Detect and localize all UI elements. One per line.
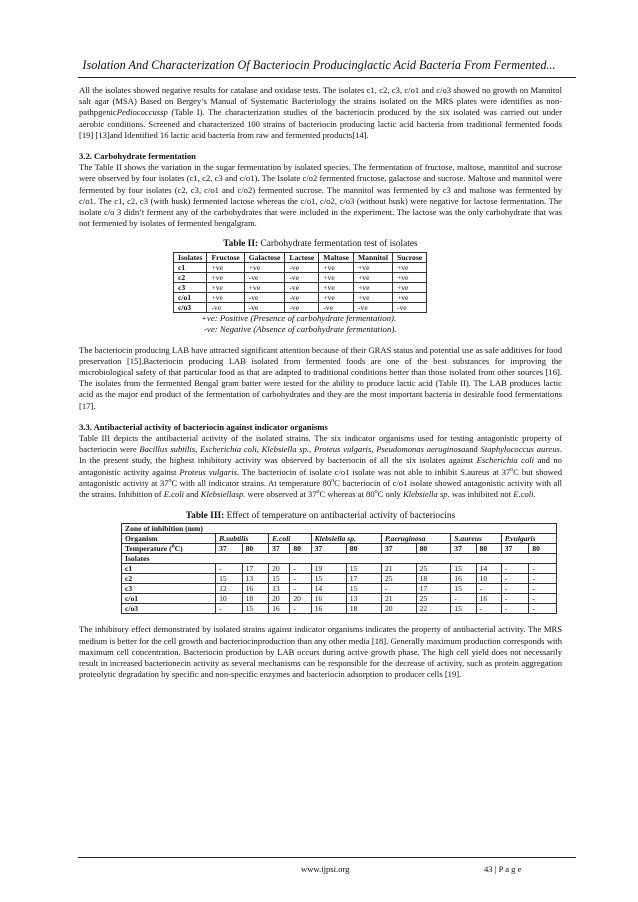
section-heading-3-2: 3.2. Carbohydrate fermentation [79,151,196,162]
running-header: Isolation And Characterization Of Bacteriocin Producinglactic Acid Bacteria From Fermented... [82,58,556,72]
table-row: c/o3 - 15 16 - 16 18 20 22 15 - - - [122,604,557,614]
table-row: c/o1 +ve -ve -ve +ve +ve +ve [174,292,427,302]
paragraph-intro: All the isolates showed negative results for catalase and oxidase tests. The isolates c1, c2, c3, c/o1 and c/o3 showed no growth on Mannitol salt agar (MSA) Based on Bergey’s Manual of Systematic Bacteriology the strains isolated on the MRS plates were identifies as non-pathpgenicPediococcussp (Table I). The characterization studies of the bacteriocin produced by the six isolated was carried out under aerobic conditions. Screened and characterized 100 strains of bacteriocin producing lactic acid bacteria from traditional fermented foods [19] [13]and Identified 16 lactic acid bacteria from raw and fermented products[14]. [79,85,562,140]
table2-caption: Table II: Carbohydrate fermentation test of isolates [223,239,418,250]
table-row: c1 - 17 20 - 19 15 21 25 15 14 - - [122,564,557,574]
paragraph-antibacterial: Table III depicts the antibacterial activity of the isolated strains. The six indicator organisms used for testing antagonistic property of bacteriocin were Bacillus subtilis, Escherichia coli, Klebsiella sp., Proteus vulgaris, Pseudomonas aeruginosaand Staphylococcus aureus. In the present study, the highest inhibitory activity was observed by bacteriocin of all the six isolates against Escherichia coli and no antagonistic activity against Proteus vulgaris. The bacteriocin of isolate c/o1 isolate was not able to inhibit S.aureus at 37$^o$C but showed antagonistic activity at 37$^o$C with all indicator strains. At temperature 80$^o$C bacteriocin of c/o1 isolate showed antagonistic activity with all the strains. Inhibition of E.coli and Klebsiellasp. were observed at 37$^o$C whereas at 80$^o$C only Klebsiella sp. was inhibited not E.coli. [79,433,562,500]
table-row: c/o1 10 18 20 20 16 13 21 25 - 16 - - [122,594,557,604]
table3-caption: Table III: Effect of temperature on antibacterial activity of bacteriocins [185,511,456,522]
table-zone-row: Zone of inhibition (mm) [122,524,557,534]
paragraph-inhibitory-effect: The inhibitory effect demonstrated by isolated strains against indicator organisms indicates the property of antibacterial activity. The MRS medium is better for the cell growth and bacteriocinproduction than any other media [18]. Generally maximum production corresponds with maximum cell concentration. Bacteriocin production by LAB occurs during active growth phase. The high cell yield does not necessarily result in increased bacterionecin activity as several mechanisms can be responsible for the decrease of activity, such as protein aggregation proteolytic degradation by specific and non-specific enzymes and bacteriocin adsorption to producer cells [19]. [79,624,562,680]
footer-page-number: 43 | P a g e [484,864,522,874]
table2-note-positive: +ve: Positive (Presence of carbohydrate fermentation). [201,312,397,323]
table2-carbohydrate [173,252,427,313]
table-temperature-row: Temperature ($^o$C) 37 80 37 80 37 80 37 80 37 80 37 80 [122,544,557,554]
table-row: c3 12 16 13 - 14 15 - 17 15 - - - [122,584,557,594]
table-row: c2 15 13 15 - 15 17 25 18 16 10 - - [122,574,557,584]
table-row: c1 +ve +ve -ve +ve +ve +ve [174,262,427,272]
header-rule [78,77,576,78]
table-row: c2 +ve -ve -ve +ve +ve +ve [174,272,427,282]
table2-note-negative: -ve: Negative (Absence of carbohydrate fermentation). [204,323,397,334]
table-header-row: Isolates Fructose Galactose Lactose Maltose Mannitol Sucrose [174,252,427,262]
paragraph-carbohydrate: The Table II shows the variation in the sugar fermentation by isolated species. The fermentation of fructose, maltose, mannitol and sucrose were observed by four isolates (c1, c2, c3 and c/o1). The Isolate c/o2 fermented fructose, galactose and sucrose. Maltose and mannitol were fermented by four isolates (c2, c3, c/o1 and c/o2) fermented sucrose. The mannitol was fermented by c3 and maltose was fermented by c/o1. The c1, c2, c3 (with husk) fermented lactose whereas the c/o1, c/o2, c/o3 (without husk) were negative for lactose fermentation. The isolate c/o 3 didn’t ferment any of the carbohydrates that were included in the experiment. The lactose was the only carbohydrate that was not fermented by isolates of fermented bengalgram. [79,162,562,229]
table-organism-row: Organism B.subtilis E.coli Klebsiella sp. P.aeruginosa S.aureus P.vulgaris [122,534,557,544]
footer-rule [78,857,576,858]
body-content [79,85,562,681]
footer-url: www.ijpsi.org [301,864,350,874]
table-isolates-row: Isolates [122,554,557,564]
paragraph-bacteriocin-lab: The bacteriocin producing LAB have attracted significant attention because of their GRAS status and potential use as safe additives for food preservation [15].Bacteriocin producing LAB isolated from fermented foods are one of the best substances for improving the microbiological safety of that particular food as that are adapted to traditional conditions better than those isolated from other sources [16]. The isolates from the fermented Bengal gram batter were tested for the ability to produce lactic acid (Table II). The LAB produces lactic acid as the major end product of the fermentation of carbohydrates and they are the most important bacteria in desirable food fermentations [17]. [79,344,563,411]
table-row: c/o3 -ve -ve -ve -ve -ve -ve [174,302,427,312]
table-row: c3 +ve +ve -ve +ve +ve +ve [174,282,427,292]
section-heading-3-3: 3.3. Antibacterial activity of bacteriocin against indicator organisms [79,421,328,432]
table3-antibacterial [121,523,557,614]
